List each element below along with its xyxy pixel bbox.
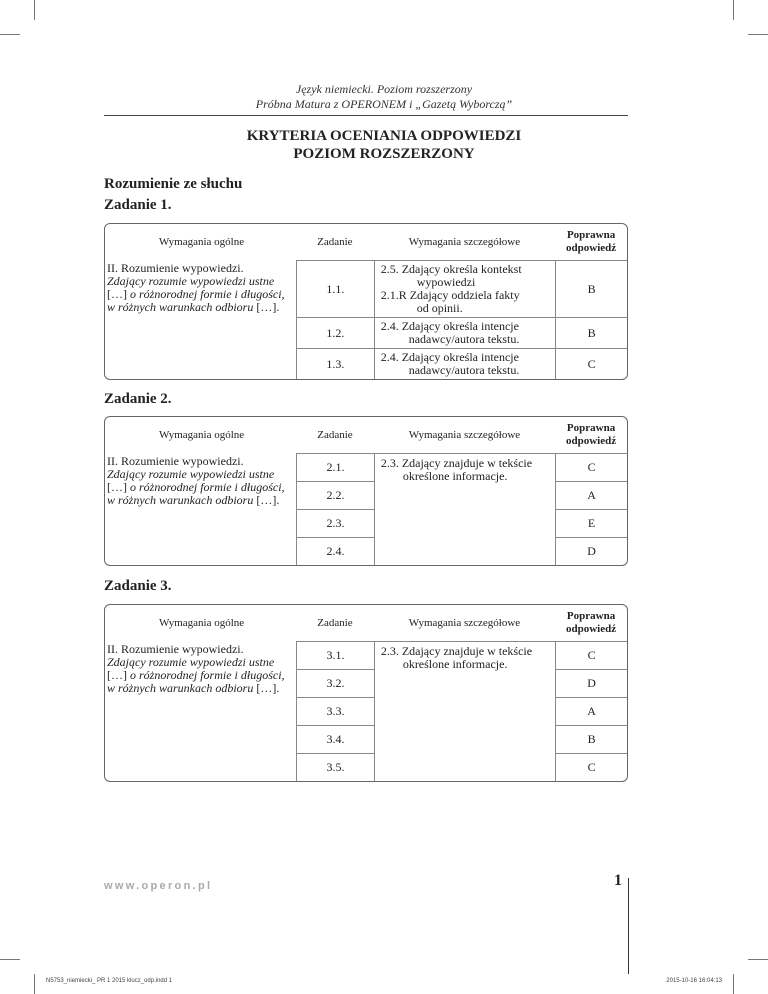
section-title: Rozumienie ze słuchu	[104, 176, 243, 192]
zadanie-2-table	[104, 416, 628, 566]
running-header	[0, 82, 768, 112]
zadanie-2-title: Zadanie 2.	[104, 391, 172, 407]
detail-requirement	[374, 641, 555, 781]
title-line-1: KRYTERIA OCENIANIA ODPOWIEDZI	[246, 128, 522, 144]
header-line-2: Próbna Matura z OPERONEM i „Gazetą Wyborczą”	[255, 97, 513, 111]
zadanie-1-table	[104, 223, 628, 380]
correct-answer: D	[555, 537, 627, 565]
task-number: 3.2.	[296, 669, 374, 697]
general-line: […].	[253, 681, 280, 695]
zadanie-1-title: Zadanie 1.	[104, 197, 172, 213]
general-line: […]	[107, 480, 130, 494]
detail-line: 2.4. Zdający określa intencje	[380, 350, 519, 364]
correct-answer: B	[555, 260, 627, 317]
general-line: II. Rozumienie wypowiedzi.	[107, 642, 244, 656]
col-header-correct-l1: Poprawna	[566, 610, 616, 622]
task-number: 3.3.	[296, 697, 374, 725]
general-line: o różnorodnej formie i długości,	[130, 668, 285, 682]
task-number: 3.1.	[296, 641, 374, 669]
general-line: Zdający rozumie wypowiedzi ustne	[107, 655, 275, 669]
zadanie-3-table	[104, 604, 628, 782]
crop-mark	[748, 34, 768, 35]
correct-answer: C	[555, 753, 627, 781]
task-number: 2.1.	[296, 453, 374, 481]
correct-answer: C	[555, 453, 627, 481]
page-title	[0, 127, 768, 163]
table-row	[105, 641, 627, 669]
general-line: Zdający rozumie wypowiedzi ustne	[107, 467, 275, 481]
col-header-general: Wymagania ogólne	[158, 617, 245, 629]
col-header-correct	[555, 417, 627, 453]
correct-answer: B	[555, 725, 627, 753]
correct-answer: B	[555, 317, 627, 348]
col-header-task: Zadanie	[317, 617, 353, 629]
col-header-correct-l1: Poprawna	[566, 229, 616, 241]
title-line-2: POZIOM ROZSZERZONY	[293, 146, 475, 162]
print-slug-date: 2015-10-16 16:04:13	[666, 978, 722, 984]
correct-answer: D	[555, 669, 627, 697]
detail-line: nadawcy/autora tekstu.	[408, 363, 520, 377]
table-header-row	[105, 605, 627, 641]
general-line: o różnorodnej formie i długości,	[130, 287, 285, 301]
col-header-correct	[555, 224, 627, 260]
general-line: o różnorodnej formie i długości,	[130, 480, 285, 494]
detail-line: określone informacje.	[402, 657, 508, 671]
general-line: w różnych warunkach odbioru	[107, 681, 254, 695]
col-header-detail: Wymagania szczegółowe	[408, 429, 521, 441]
detail-line: 2.5. Zdający określa kontekst	[380, 262, 522, 276]
detail-requirement	[374, 260, 555, 317]
col-header-correct-l2: odpowiedź	[566, 623, 617, 635]
table-header-row	[105, 417, 627, 453]
page-number: 1	[614, 872, 622, 889]
general-line: II. Rozumienie wypowiedzi.	[107, 454, 244, 468]
header-rule	[104, 115, 628, 116]
crop-mark	[34, 0, 35, 20]
page-number-rule	[628, 878, 629, 974]
correct-answer: A	[555, 481, 627, 509]
detail-requirement	[374, 453, 555, 565]
col-header-task: Zadanie	[317, 429, 353, 441]
col-header-general: Wymagania ogólne	[158, 429, 245, 441]
task-number: 1.1.	[296, 260, 374, 317]
general-line: Zdający rozumie wypowiedzi ustne	[107, 274, 275, 288]
task-number: 3.4.	[296, 725, 374, 753]
correct-answer: A	[555, 697, 627, 725]
correct-answer: C	[555, 641, 627, 669]
col-header-task: Zadanie	[317, 236, 353, 248]
crop-mark	[0, 34, 20, 35]
col-header-general: Wymagania ogólne	[158, 236, 245, 248]
task-number: 2.4.	[296, 537, 374, 565]
detail-line: od opinii.	[416, 301, 463, 315]
detail-line: wypowiedzi	[416, 275, 476, 289]
col-header-detail: Wymagania szczegółowe	[408, 617, 521, 629]
task-number: 1.3.	[296, 348, 374, 379]
publisher-url: www.operon.pl	[104, 880, 213, 892]
detail-requirement	[374, 317, 555, 348]
general-requirements	[105, 641, 296, 781]
general-line: w różnych warunkach odbioru	[107, 300, 254, 314]
general-line: […].	[253, 493, 280, 507]
detail-line: 2.3. Zdający znajduje w tekście	[380, 644, 533, 658]
col-header-detail: Wymagania szczegółowe	[408, 236, 521, 248]
general-line: w różnych warunkach odbioru	[107, 493, 254, 507]
col-header-correct-l2: odpowiedź	[566, 435, 617, 447]
task-number: 1.2.	[296, 317, 374, 348]
general-line: II. Rozumienie wypowiedzi.	[107, 261, 244, 275]
print-slug-file: N5753_niemiecki_ PR 1 2015 klucz_odp.indd 1	[46, 978, 173, 984]
general-requirements	[105, 260, 296, 379]
detail-line: 2.1.R Zdający oddziela fakty	[380, 288, 520, 302]
col-header-correct-l1: Poprawna	[566, 422, 616, 434]
crop-mark	[0, 959, 20, 960]
detail-line: określone informacje.	[402, 469, 508, 483]
header-line-1: Język niemiecki. Poziom rozszerzony	[295, 82, 473, 96]
col-header-correct	[555, 605, 627, 641]
correct-answer: C	[555, 348, 627, 379]
general-requirements	[105, 453, 296, 565]
task-number: 2.3.	[296, 509, 374, 537]
task-number: 3.5.	[296, 753, 374, 781]
table-header-row	[105, 224, 627, 260]
table-row	[105, 453, 627, 481]
detail-requirement	[374, 348, 555, 379]
crop-mark	[733, 974, 734, 994]
crop-mark	[748, 959, 768, 960]
detail-line: nadawcy/autora tekstu.	[408, 332, 520, 346]
col-header-correct-l2: odpowiedź	[566, 242, 617, 254]
crop-mark	[733, 0, 734, 20]
table-row	[105, 260, 627, 317]
zadanie-3-title: Zadanie 3.	[104, 578, 172, 594]
detail-line: 2.3. Zdający znajduje w tekście	[380, 456, 533, 470]
detail-line: 2.4. Zdający określa intencje	[380, 319, 519, 333]
general-line: […]	[107, 287, 130, 301]
correct-answer: E	[555, 509, 627, 537]
crop-mark	[34, 974, 35, 994]
general-line: […].	[253, 300, 280, 314]
general-line: […]	[107, 668, 130, 682]
task-number: 2.2.	[296, 481, 374, 509]
